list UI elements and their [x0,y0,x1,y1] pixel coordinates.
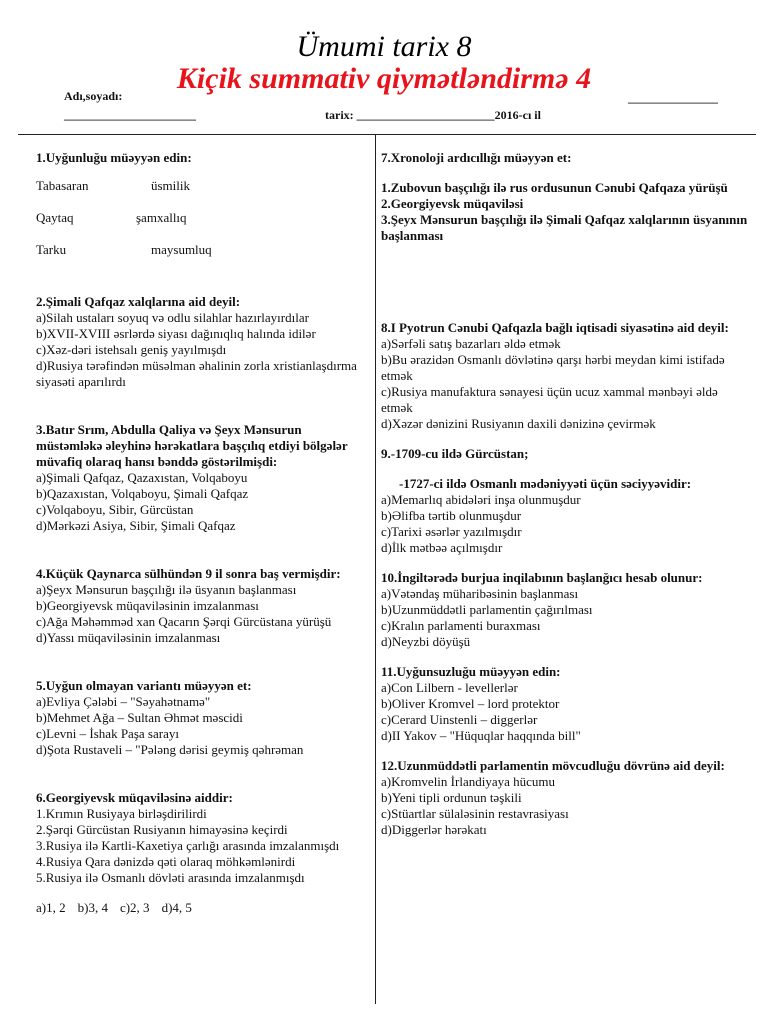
question-heading: 1.Uyğunluğu müəyyən edin: [36,150,192,165]
answer-option: c)Cerard Uinstenli – diggerlər [381,712,538,727]
answer-option: d)Rusiya tərəfindən müsəlman əhalinin zorla xristianlaşdırma siyasəti aparılırdı [36,358,357,389]
answer-option: a)Memarlıq abidələri inşa olunmuşdur [381,492,581,507]
page-title: Ümumi tarix 8 [296,30,472,63]
answer-option: d)Diggerlər hərəkatı [381,822,487,837]
answer-option: b)XVII-XVIII əsrlərdə siyası dağınıqlıq halında idilər [36,326,316,341]
answer-option: b)Əlifba tərtib olunmuşdur [381,508,522,523]
question-heading: 9.-1709-cu ildə Gürcüstan; [381,446,529,461]
answer-option: a)Sərfəli satış bazarları əldə etmək [381,336,561,351]
left-column [36,150,366,930]
statement-item: 3.Rusiya ilə Kartli-Kaxetiya çarlığı arasında imzalanmışdı [36,838,340,853]
match-row [36,178,366,210]
question-heading: 3.Batır Srım, Abdulla Qaliya və Şeyx Mənsurun müstəmləkə əleyhinə hərəkatlara başçılıq etdiyi bölgələr müvafiq olaraq hansı bənddə göstərilmişdi: [36,422,348,469]
answer-option: a)1, 2 [36,900,66,915]
statement-item: 5.Rusiya ilə Osmanlı dövləti arasında imzalanmışdı [36,870,305,885]
statement-item: 1.Krımın Rusiyaya birləşdirilirdi [36,806,207,821]
question-7 [381,150,751,244]
question-4 [36,566,366,646]
date-field: tarix: _______________________2016-cı il [325,108,541,122]
answer-option: c)Rusiya manufaktura sənayesi üçün ucuz xammal mənbəyi əldə etmək [381,384,718,415]
answer-option: d)İlk mətbəə açılmışdır [381,540,503,555]
name-label: Adı,soyadı: [64,89,123,103]
match-row [36,210,366,242]
answer-option: a)Şeyx Mənsurun başçılığı ilə üsyanın başlanması [36,582,297,597]
answer-option: d)Xəzər dənizini Rusiyanın daxili dənizinə çevirmək [381,416,656,431]
answer-option: d)Neyzbi döyüşü [381,634,471,649]
score-blank: _______________ [628,91,718,105]
answer-option: d)Mərkəzi Asiya, Sibir, Şimali Qafqaz [36,518,236,533]
answer-option: c)Xəz-dəri istehsalı geniş yayılmışdı [36,342,227,357]
answer-option: a)Silah ustaları soyuq və odlu silahlar hazırlayırdılar [36,310,309,325]
answer-choices [36,900,366,916]
question-heading: 12.Uzunmüddətli parlamentin mövcudluğu dövrünə aid deyil: [381,758,725,773]
answer-option: c)Levni – İshak Paşa sarayı [36,726,179,741]
question-heading: 7.Xronoloji ardıcıllığı müəyyən et: [381,150,572,165]
answer-option: c)2, 3 [119,900,150,915]
statement-item: 2.Şərqi Gürcüstan Rusiyanın himayəsinə keçirdi [36,822,288,837]
question-1 [36,150,366,274]
question-8 [381,320,751,432]
answer-option: d)Yassı müqaviləsinin imzalanması [36,630,221,645]
column-divider [375,134,376,1004]
answer-option: c)Stüartlar sülaləsinin restavrasiyası [381,806,569,821]
answer-option: b)Qazaxıstan, Volqaboyu, Şimali Qafqaz [36,486,249,501]
answer-option: b)Oliver Kromvel – lord protektor [381,696,560,711]
question-11 [381,664,751,744]
answer-option: a)Con Lilbern - levellerlər [381,680,518,695]
question-heading: 10.İngiltərədə burjua inqilabının başlanğıcı hesab olunur: [381,570,703,585]
question-heading: 8.I Pyotrun Cənubi Qafqazla bağlı iqtisadi siyasətinə aid deyil: [381,320,729,335]
question-heading: 5.Uyğun olmayan variantı müəyyən et: [36,678,252,693]
question-2 [36,294,366,390]
answer-option: b)Georgiyevsk müqaviləsinin imzalanması [36,598,259,613]
header-divider [18,134,756,135]
question-heading: 6.Georgiyevsk müqaviləsinə aiddir: [36,790,233,805]
answer-option: a)Şimali Qafqaz, Qazaxıstan, Volqaboyu [36,470,248,485]
match-left: Qaytaq [36,210,74,225]
statement-item: 1.Zubovun başçılığı ilə rus ordusunun Cənubi Qafqaza yürüşü [381,180,728,195]
question-12 [381,758,751,838]
match-right: şamxallıq [136,210,187,225]
answer-option: b)3, 4 [77,900,108,915]
question-heading: 4.Küçük Qaynarca sülhündən 9 il sonra baş vermişdir: [36,566,341,581]
question-9 [381,446,751,556]
match-right: maysumluq [151,242,212,257]
question-heading: 11.Uyğunsuzluğu müəyyən edin: [381,664,561,679]
answer-option: d)4, 5 [161,900,192,915]
question-heading: 2.Şimali Qafqaz xalqlarına aid deyil: [36,294,241,309]
page-subtitle: Kiçik summativ qiymətləndirmə 4 [176,62,592,95]
question-subheading: -1727-ci ildə Osmanlı mədəniyyəti üçün səciyyəvidir: [399,476,692,491]
answer-option: b)Uzunmüddətli parlamentin çağırılması [381,602,593,617]
right-column [381,150,751,852]
answer-option: b)Mehmet Ağa – Sultan Əhmət məscidi [36,710,243,725]
answer-option: b)Bu ərazidən Osmanlı dövlətinə qarşı hərbi meydan kimi istifadə etmək [381,352,725,383]
match-left: Tabasaran [36,178,89,193]
question-3 [36,422,366,534]
answer-option: b)Yeni tipli ordunun təşkili [381,790,522,805]
answer-option: c)Volqaboyu, Sibir, Gürcüstan [36,502,194,517]
answer-option: a)Evliya Çələbi – "Səyahətnamə" [36,694,211,709]
statement-item: 4.Rusiya Qara dənizdə qəti olaraq möhkəmlənirdi [36,854,296,869]
statement-item: 3.Şeyx Mənsurun başçılığı ilə Şimali Qafqaz xalqlarının üsyanının başlanması [381,212,748,243]
match-left: Tarku [36,242,67,257]
answer-option: a)Kromvelin İrlandiyaya hücumu [381,774,555,789]
statement-item: 2.Georgiyevsk müqaviləsi [381,196,524,211]
question-10 [381,570,751,650]
answer-option: c)Ağa Məhəmməd xan Qacarın Şərqi Gürcüstana yürüşü [36,614,332,629]
answer-option: c)Tarixi əsərlər yazılmışdır [381,524,522,539]
answer-option: c)Kralın parlamenti buraxması [381,618,541,633]
match-right: üsmilik [151,178,191,193]
answer-option: d)II Yakov – "Hüquqlar haqqında bill" [381,728,581,743]
name-blank: ______________________ [64,108,196,122]
match-row [36,242,366,274]
answer-option: d)Şota Rustaveli – "Pələng dərisi geymiş qəhrəman [36,742,304,757]
answer-option: a)Vətəndaş müharibəsinin başlanması [381,586,579,601]
question-6 [36,790,366,916]
question-5 [36,678,366,758]
